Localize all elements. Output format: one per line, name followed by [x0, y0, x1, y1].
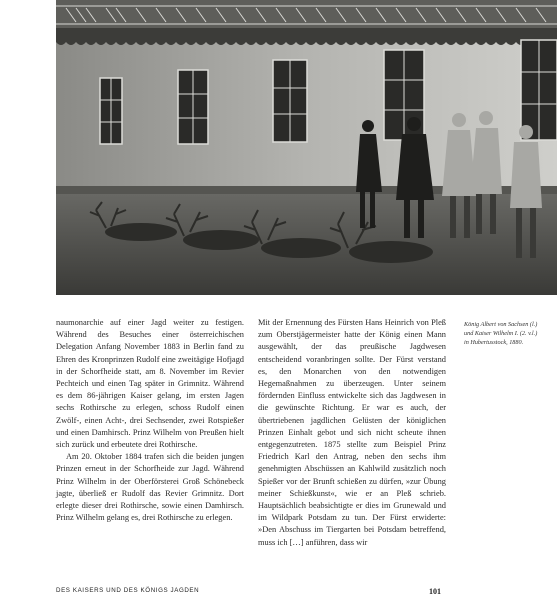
- historical-photo: [56, 0, 557, 295]
- paragraph: Mit der Ernennung des Fürsten Hans Heinrich von Pleß zum Oberstjägermeister hatte der König einen Mann ausgewählt, der das preußische Jagdwesen entscheidend voranbringen sollte. Der Fürst verstand es, den Monarchen von den notwendigen Hegemaßnahmen zu überzeugen. Unter seinem fördernden Einfluss entwickelte sich das Jagdwesen in die gewünschte Richtung. Er war es auch, der übertriebenen jagdlichen Gelüsten der königlichen Prinzen Einhalt gebot und sich nicht scheute ihnen entgegenzutreten. 1875 stellte zum Beispiel Prinz Friedrich Karl den Antrag, neben den sechs ihm genehmigten Abschüssen an Kahlwild zusätzlich noch Spießer vor der Brunft schießen zu dürfen, »zur Übung meiner Schießkunst«, wie er an Pleß schrieb. Hauptsächlich beabsichtigte er dies im Grunewald und im Wildpark Potsdam zu tun. Der Fürst erwiderte: »Den Abschuss im Tiergarten bei Potsdam betreffend, muss ich […] anführen, dass wir: [258, 318, 446, 547]
- hunting-scene-illustration: [56, 0, 557, 295]
- paragraph: Am 20. Oktober 1884 trafen sich die beiden jungen Prinzen erneut in der Schorfheide zur Jagd. Während Prinz Wilhelm in der Oberförsterei Groß Schönebeck jagte, überließ er Rudolf das Revier Grimnitz. Dort erlegte dieser drei Rothirsche, sowie einen Damhirsch. Prinz Wilhelm gelang es, drei Rothirsche zu erlegen.: [56, 452, 244, 523]
- text-column-right: [258, 317, 446, 549]
- photo-caption: König Albert von Sachsen (l.) und Kaiser Wilhelm I. (2. v.l.) in Hubertusstock, 1880.: [464, 321, 538, 346]
- running-head: DES KAISERS UND DES KÖNIGS JAGDEN: [56, 587, 200, 594]
- page-number: 101: [429, 587, 441, 596]
- text-column-left: [56, 317, 244, 524]
- paragraph: naumonarchie auf einer Jagd weiter zu festigen. Während des Besuches einer österreichischen Delegation Anfang November 1883 in Berlin fand zu Ehren des Kronprinzen Rudolf eine zweitägige Hofjagd in der Schorfheide statt, am 8. November im Revier Pechteich und einen Tag später in Grimnitz. Während es dem 86-jährigen Kaiser gelang, im ersten Jagen sechs Rothirsche zu erlegen, schoss Rudolf einen Zwölf-, einen Acht-, drei Sechsender, zwei Rotspießer und einen Damhirsch. Prinz Wilhelm von Preußen hielt sich zurück und erbeutete drei Rothirsche.: [56, 318, 244, 450]
- page-footer: [56, 587, 441, 596]
